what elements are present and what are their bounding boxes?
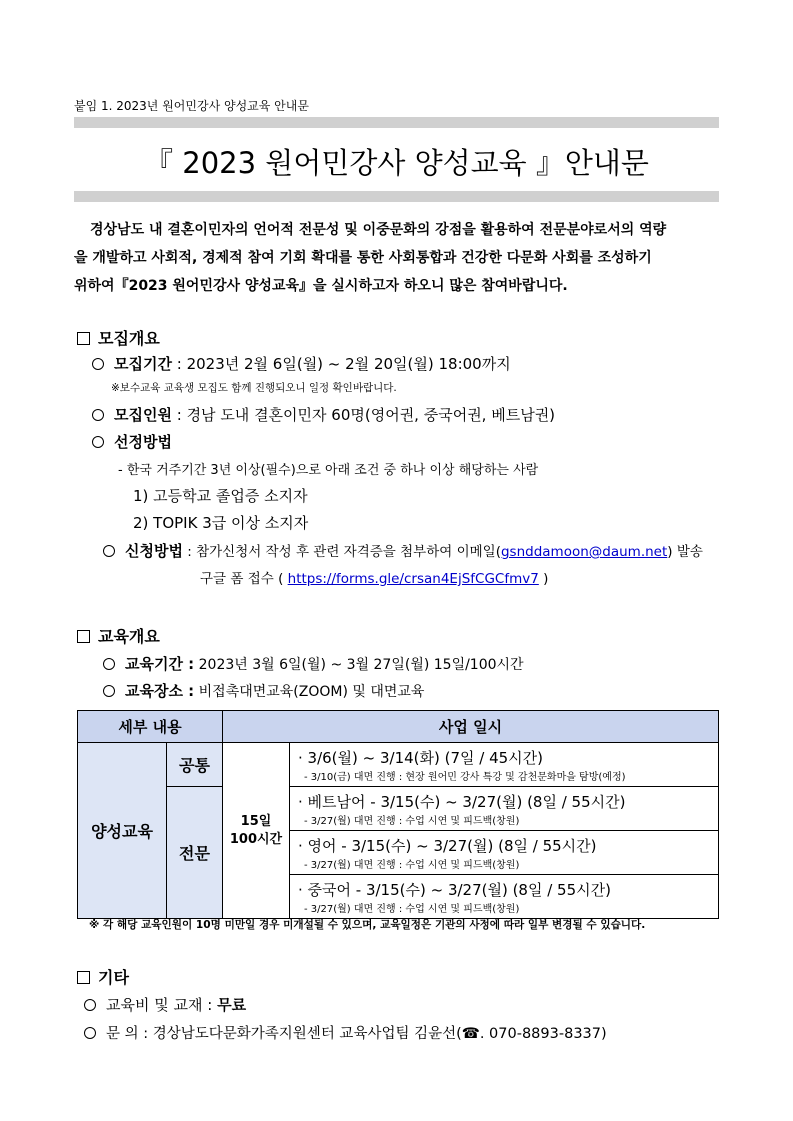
- education-period-label: 교육기간 :: [125, 655, 195, 673]
- header-detail: 세부 내용: [78, 711, 223, 743]
- etc-contact-value: 경상남도다문화가족지원센터 교육사업팀 김윤선(: [152, 1026, 462, 1042]
- recruit-selection-label: 선정방법: [114, 433, 172, 451]
- recruit-apply-form: [200, 567, 548, 587]
- selection-item-2: 2) TOPIK 3급 이상 소지자: [133, 514, 309, 532]
- recruit-headcount-label: 모집인원: [114, 406, 172, 424]
- recruit-apply-value: : 참가신청서 작성 후 관련 자격증을 첨부하여 이메일(: [187, 544, 501, 560]
- entry-main: · 중국어 - 3/15(수) ~ 3/27(월) (8일 / 55시간): [298, 881, 611, 899]
- education-heading: 교육개요: [77, 624, 160, 647]
- intro-line-3: 위하여『2023 원어민강사 양성교육』을 실시하고자 하오니 많은 참여바랍니다.: [74, 278, 568, 294]
- circle-bullet-icon: [103, 685, 115, 697]
- phone-icon: ☎.: [461, 1026, 485, 1042]
- etc-phone: 070-8893-8337): [489, 1026, 607, 1042]
- checkbox-square-icon: [77, 630, 90, 643]
- recruit-period-label: 모집기간: [114, 355, 172, 373]
- recruit-period-value: : 2023년 2월 6일(월) ~ 2월 20일(월) 18:00까지: [176, 355, 511, 373]
- entry-sub: - 3/27(월) 대면 진행 : 수업 시연 및 피드백(창원): [304, 816, 520, 827]
- education-period-value: 2023년 3월 6일(월) ~ 3월 27일(월) 15일/100시간: [198, 657, 524, 673]
- recruit-period: [92, 353, 511, 374]
- recruit-apply-label: 신청방법: [125, 542, 183, 560]
- etc-contact-label: 문 의 :: [106, 1026, 149, 1042]
- circle-bullet-icon: [103, 658, 115, 670]
- circle-bullet-icon: [84, 999, 96, 1011]
- table-header-row: [78, 711, 719, 743]
- etc-heading: 기타: [77, 965, 129, 988]
- apply-value-suffix: ) 발송: [667, 544, 703, 560]
- schedule-entry: [290, 743, 719, 787]
- education-place-value: 비접촉대면교육(ZOOM) 및 대면교육: [198, 684, 425, 700]
- group-cell: 양성교육: [78, 743, 167, 919]
- intro-line-1: 경상남도 내 결혼이민자의 언어적 전문성 및 이중문화의 강점을 활용하여 전문분야로서의 역량: [90, 222, 667, 238]
- duration-cell: [223, 743, 290, 919]
- education-period: [103, 653, 524, 674]
- entry-main: · 영어 - 3/15(수) ~ 3/27(월) (8일 / 55시간): [298, 837, 597, 855]
- intro-line-2: 을 개발하고 사회적, 경제적 참여 기회 확대를 통한 사회통합과 건강한 다문화 사회를 조성하기: [74, 250, 652, 266]
- recruit-headcount-value: : 경남 도내 결혼이민자 60명(영어권, 중국어권, 베트남권): [176, 406, 556, 424]
- table-row: [78, 743, 719, 787]
- checkbox-square-icon: [77, 332, 90, 345]
- education-place-label: 교육장소 :: [125, 682, 195, 700]
- checkbox-square-icon: [77, 971, 90, 984]
- duration-hours: 100시간: [229, 831, 283, 847]
- recruit-heading: 모집개요: [77, 326, 160, 349]
- circle-bullet-icon: [84, 1027, 96, 1039]
- title-top-bar: [74, 117, 719, 128]
- recruit-period-note: ※보수교육 교육생 모집도 함께 진행되오니 일정 확인바랍니다.: [111, 382, 397, 394]
- header-date: 사업 일시: [223, 711, 719, 743]
- table-row: [78, 787, 719, 831]
- schedule-entry: [290, 831, 719, 875]
- schedule-entry: [290, 787, 719, 831]
- etc-fee-value: 무료: [217, 996, 247, 1014]
- entry-sub: - 3/10(금) 대면 진행 : 현장 원어민 강사 특강 및 감천문화마을 탐방(예정): [304, 772, 626, 783]
- apply-form-prefix: 구글 폼 접수 (: [200, 571, 288, 587]
- schedule-table: [77, 710, 719, 919]
- schedule-entry: [290, 875, 719, 919]
- education-place: [103, 680, 424, 701]
- circle-bullet-icon: [92, 358, 104, 370]
- etc-fee-label: 교육비 및 교재 :: [106, 996, 213, 1014]
- entry-sub: - 3/27(월) 대면 진행 : 수업 시연 및 피드백(창원): [304, 860, 520, 871]
- selection-item-1: 1) 고등학교 졸업증 소지자: [133, 487, 308, 505]
- recruit-apply: [103, 540, 703, 561]
- circle-bullet-icon: [92, 436, 104, 448]
- apply-email-link[interactable]: gsnddamoon@daum.net: [500, 544, 668, 560]
- page-title: 『 2023 원어민강사 양성교육 』안내문: [144, 146, 649, 180]
- apply-form-suffix: ): [538, 571, 549, 587]
- google-form-link[interactable]: https://forms.gle/crsan4EjSfCGCfmv7: [287, 571, 539, 587]
- special-cell: 전문: [167, 787, 223, 919]
- circle-bullet-icon: [103, 545, 115, 557]
- etc-fee: [84, 994, 246, 1015]
- duration-days: 15일: [240, 813, 272, 829]
- etc-contact: [84, 1022, 607, 1043]
- entry-main: · 3/6(월) ~ 3/14(화) (7일 / 45시간): [298, 749, 544, 767]
- schedule-footnote: ※ 각 해당 교육인원이 10명 미만일 경우 미개설될 수 있으며, 교육일정은 기관의 사정에 따라 일부 변경될 수 있습니다.: [89, 919, 646, 931]
- selection-condition: - 한국 거주기간 3년 이상(필수)으로 아래 조건 중 하나 이상 해당하는 사람: [118, 463, 539, 478]
- title-bottom-bar: [74, 191, 719, 202]
- attachment-label: 붙임 1. 2023년 원어민강사 양성교육 안내문: [74, 99, 309, 113]
- recruit-headcount: [92, 404, 555, 425]
- entry-sub: - 3/27(월) 대면 진행 : 수업 시연 및 피드백(창원): [304, 904, 520, 915]
- entry-main: · 베트남어 - 3/15(수) ~ 3/27(월) (8일 / 55시간): [298, 793, 626, 811]
- common-cell: 공통: [167, 743, 223, 787]
- circle-bullet-icon: [92, 409, 104, 421]
- recruit-selection: [92, 431, 172, 452]
